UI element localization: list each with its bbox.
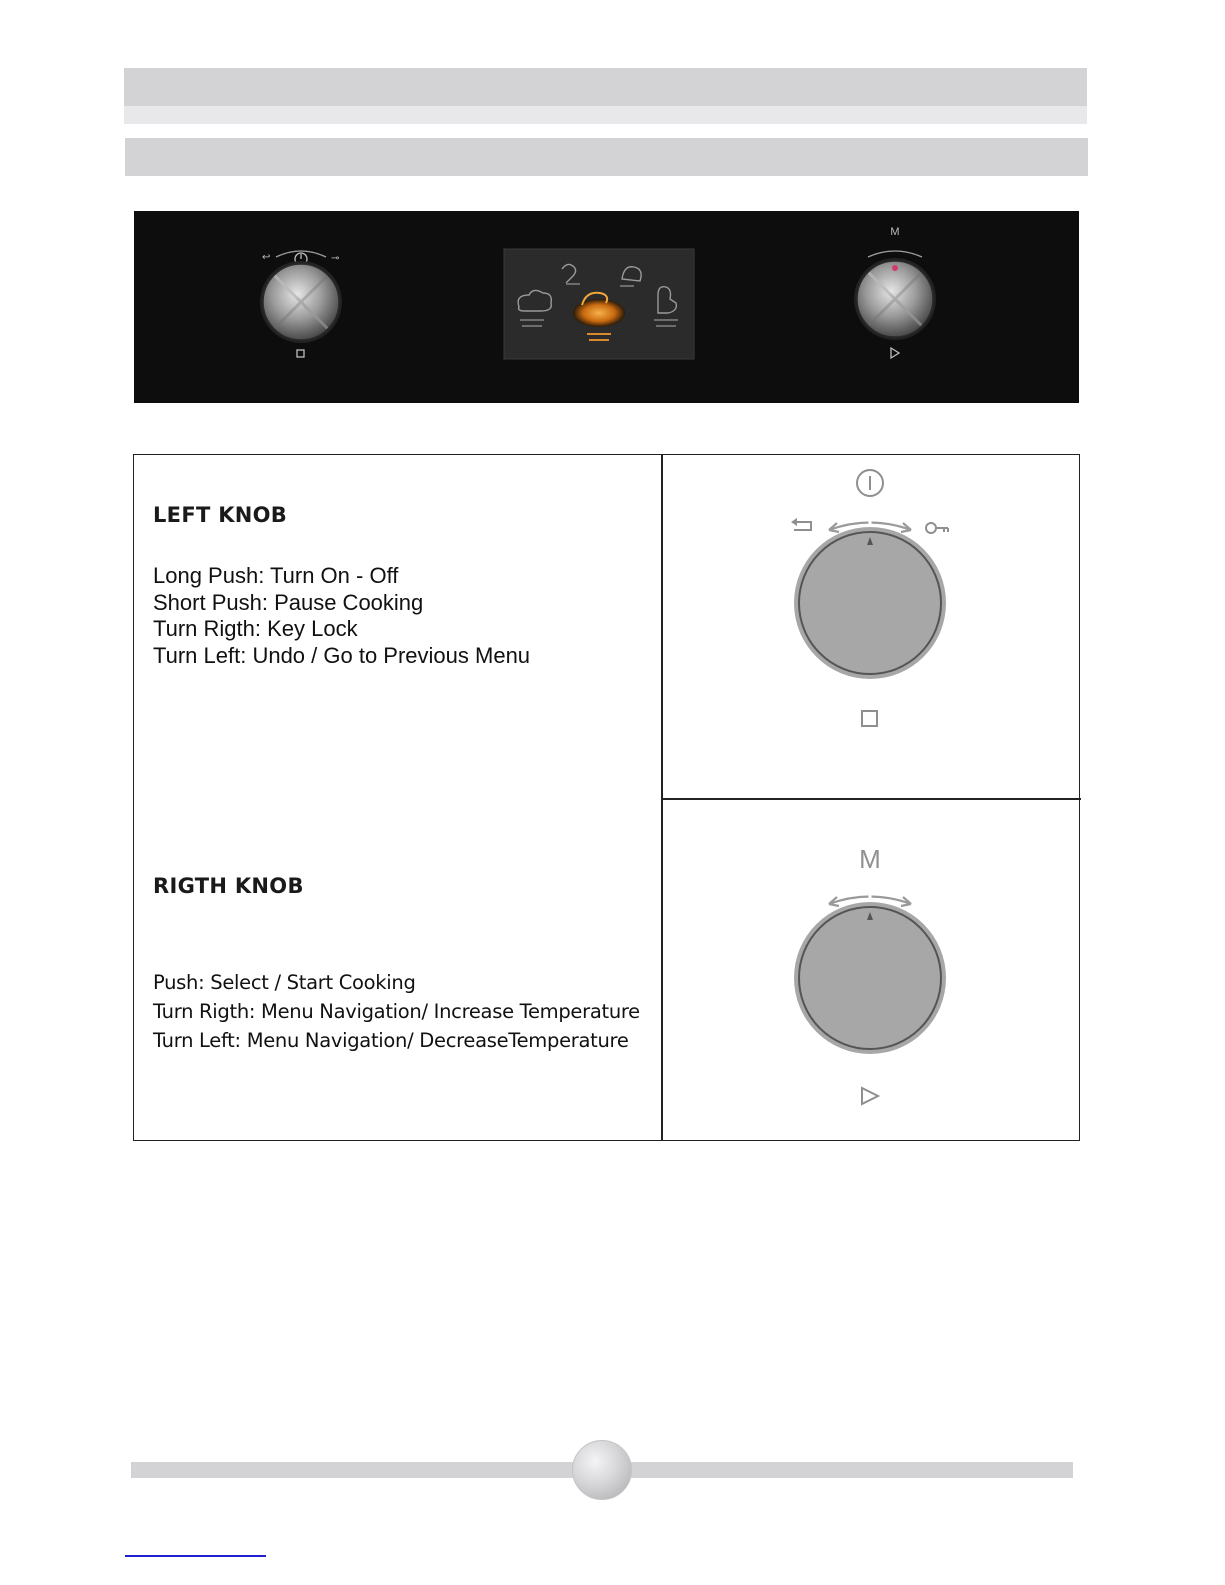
panel-left-knob bbox=[260, 251, 342, 357]
power-icon bbox=[857, 470, 883, 496]
footer-link-underline[interactable] bbox=[125, 1555, 266, 1557]
stop-square-icon bbox=[862, 711, 877, 726]
header-bar-second bbox=[125, 138, 1088, 176]
left-knob-diagram bbox=[663, 455, 1080, 797]
right-knob-function: Push: Select / Start Cooking bbox=[153, 971, 416, 994]
knob-dial bbox=[794, 902, 946, 1054]
right-knob-function-list bbox=[153, 968, 640, 1055]
header-bar-top-shade bbox=[124, 106, 1087, 124]
m-label: M bbox=[859, 844, 881, 874]
page-number-circle bbox=[572, 1440, 632, 1500]
left-knob-function: Turn Left: Undo / Go to Previous Menu bbox=[153, 642, 531, 668]
left-knob-function: Short Push: Pause Cooking bbox=[153, 589, 424, 615]
key-icon bbox=[926, 523, 948, 533]
play-triangle-icon bbox=[862, 1088, 878, 1104]
panel-right-knob bbox=[854, 226, 936, 358]
right-knob-diagram bbox=[663, 800, 1080, 1140]
header-bar-top bbox=[124, 68, 1087, 106]
left-knob-function: Turn Rigth: Key Lock bbox=[153, 616, 358, 641]
left-knob-function: Long Push: Turn On - Off bbox=[153, 563, 399, 588]
right-knob-function: Turn Rigth: Menu Navigation/ Increase Temperature bbox=[153, 1000, 640, 1023]
svg-text:⊸: ⊸ bbox=[331, 253, 340, 264]
right-knob-function: Turn Left: Menu Navigation/ DecreaseTemperature bbox=[153, 1029, 629, 1052]
right-knob-heading: RIGTH KNOB bbox=[153, 874, 304, 898]
knob-functions-table bbox=[133, 454, 1080, 1141]
left-knob-heading: LEFT KNOB bbox=[153, 503, 288, 527]
back-arrow-icon bbox=[791, 518, 811, 530]
panel-display bbox=[504, 249, 694, 359]
left-knob-function-list bbox=[153, 563, 530, 669]
oven-control-panel-photo bbox=[134, 211, 1079, 403]
svg-text:↩: ↩ bbox=[262, 252, 271, 263]
panel-m-label: M bbox=[890, 226, 900, 238]
knob-dial bbox=[794, 527, 946, 679]
